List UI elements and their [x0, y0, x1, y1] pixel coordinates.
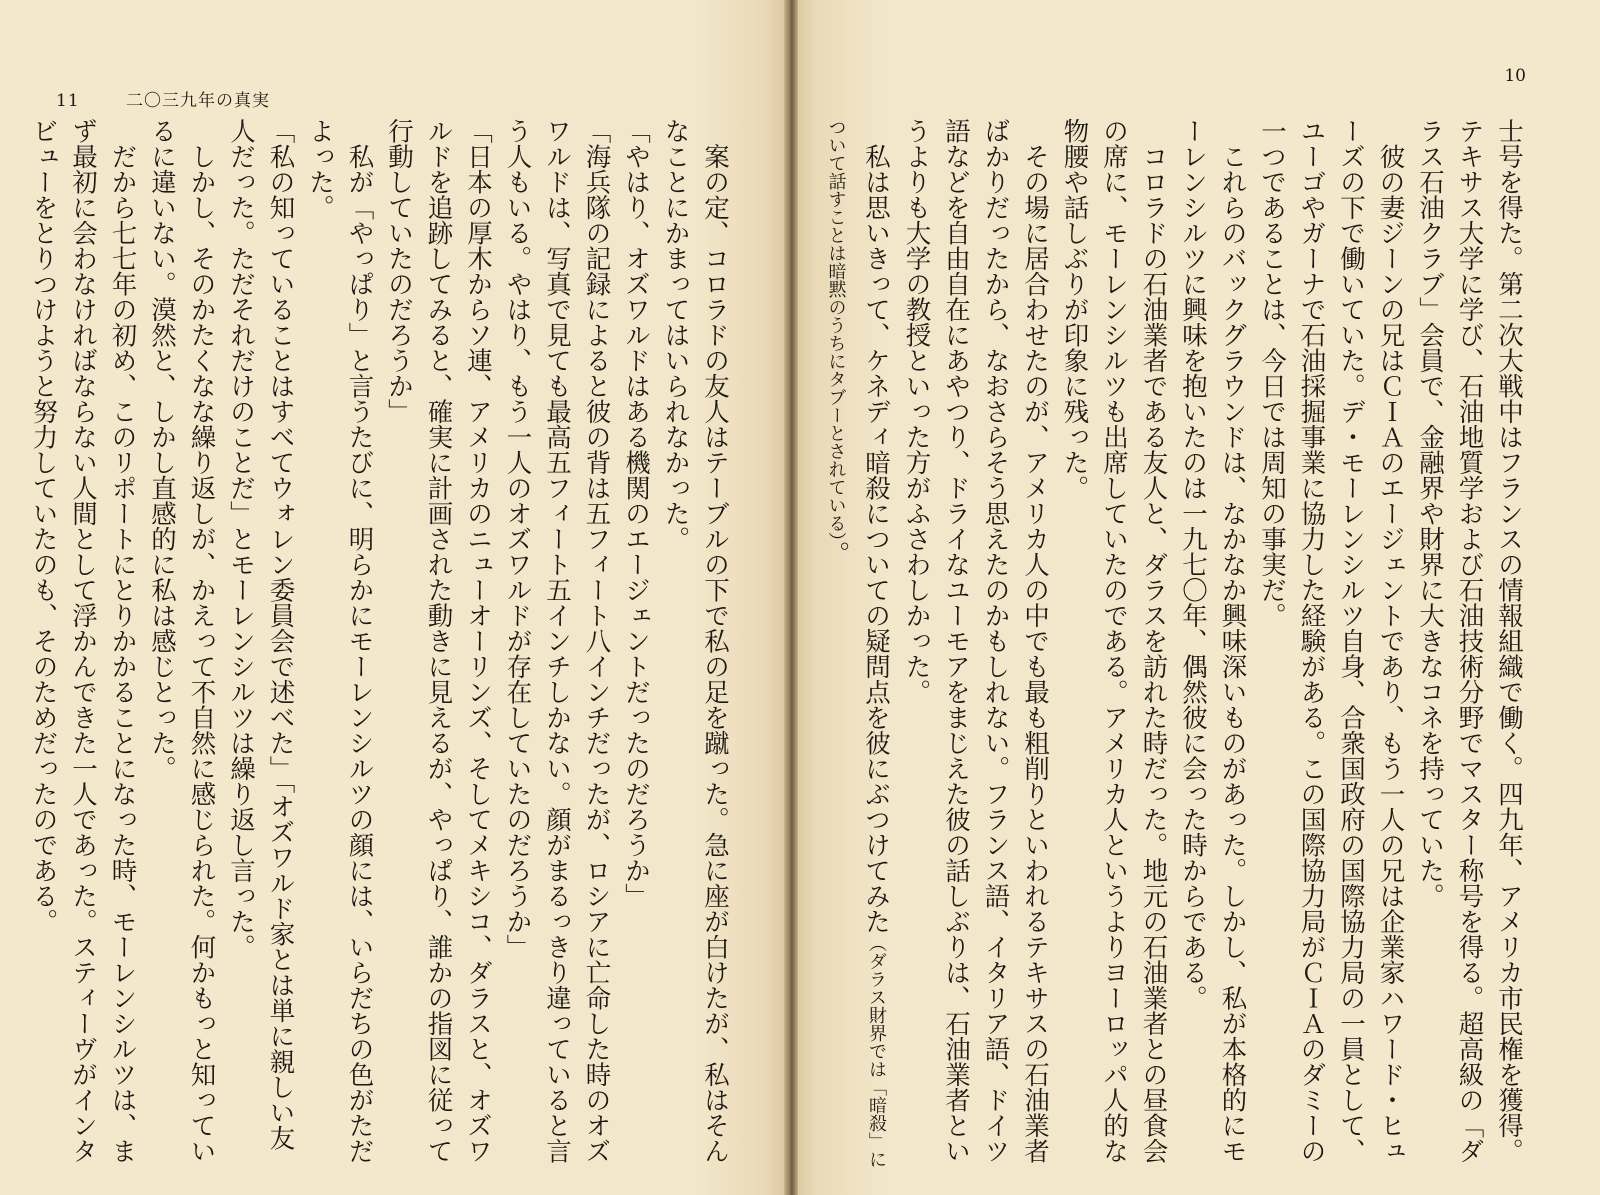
right-page	[790, 0, 1600, 1195]
left-body-text: 案の定、コロラドの友人はテーブルの下で私の足を蹴った。急に座が白けたが、私はそんなことにかまってはいられなかった。 「やはり、オズワルドはある機関のエージェントだったのだろうか」 「海兵隊の記録によると彼の背は五フィート八インチだったが、ロシアに亡命した時のオズワルドは、写真で見ても最高五フィート五インチしかない。顔がまるっきり違っていると言う人もいる。やはり、もう一人のオズワルドが存在していたのだろうか」 「日本の厚木からソ連、アメリカのニューオーリンズ、そしてメキシコ、ダラスと、オズワルドを追跡してみると、確実に計画された動きに見えるが、やっぱり、誰かの指図に従って行動していたのだろうか」 私が「やっぱり」と言うたびに、明らかにモーレンシルツの顔には、いらだちの色がただよった。 「私の知っていることはすべてウォレン委員会で述べた」「オズワルド家とは単に親しい友人だった。ただそれだけのことだ」とモーレンシルツは繰り返し言った。 しかし、そのかたくなな繰り返しが、かえって不自然に感じられた。何かもっと知っているに違いない。漠然と、しかし直感的に私は感じとった。 だから七七年の初め、このリポートにとりかかることになった時、モーレンシルツは、まず最初に会わなければならない人間として浮かんできた一人であった。スティーヴがインタビューをとりつけようと努力していたのも、そのためだったのである。	[28, 118, 730, 1164]
book-gutter	[784, 0, 798, 1195]
right-body-main: 士号を得た。第二次大戦中はフランスの情報組織で働く。四九年、アメリカ市民権を獲得。テキサス大学に学び、石油地質学および石油技術分野でマスター称号を得る。超高級の「ダラス石油クラブ」会員で、金融界や財界に大きなコネを持っていた。 彼の妻ジーンの兄はＣＩＡのエージェントであり、もう一人の兄は企業家ハワード・ヒューズの下で働いていた。デ・モーレンシルツ自身、合衆国政府の国際協力局の一員として、ユーゴやガーナで石油採掘事業に協力した経験がある。この国際協力局がＣＩＡのダミーの一つであることは、今日では周知の事実だ。 これらのバックグラウンドは、なかなか興味深いものがあった。しかし、私が本格的にモーレンシルツに興味を抱いたのは一九七〇年、偶然彼に会った時からである。 コロラドの石油業者である友人と、ダラスを訪れた時だった。地元の石油業者との昼食会の席に、モーレンシルツも出席していたのである。アメリカ人というよりヨーロッパ人的な物腰や話しぶりが印象に残った。 その場に居合わせたのが、アメリカ人の中でも最も粗削りといわれるテキサスの石油業者ばかりだったから、なおさらそう思えたのかもしれない。フランス語、イタリア語、ドイツ語などを自由自在にあやつり、ドライなユーモアをまじえた彼の話しぶりは、石油業者というよりも大学の教授といった方がふさわしかった。 私は思いきって、ケネディ暗殺についての疑問点を彼にぶつけてみた	[861, 118, 1524, 1164]
right-body-text	[815, 118, 1528, 1168]
right-body-note: （ダラス財界では「暗殺」について話すことは暗黙のうちにタブーとされている）	[825, 118, 887, 1168]
left-page	[0, 0, 790, 1195]
right-body-end: 。	[820, 541, 851, 567]
right-page-number: 10	[1504, 66, 1526, 86]
left-page-number: 11	[56, 91, 80, 111]
left-running-header	[56, 86, 270, 111]
left-running-title: 二〇三九年の真実	[126, 91, 271, 111]
